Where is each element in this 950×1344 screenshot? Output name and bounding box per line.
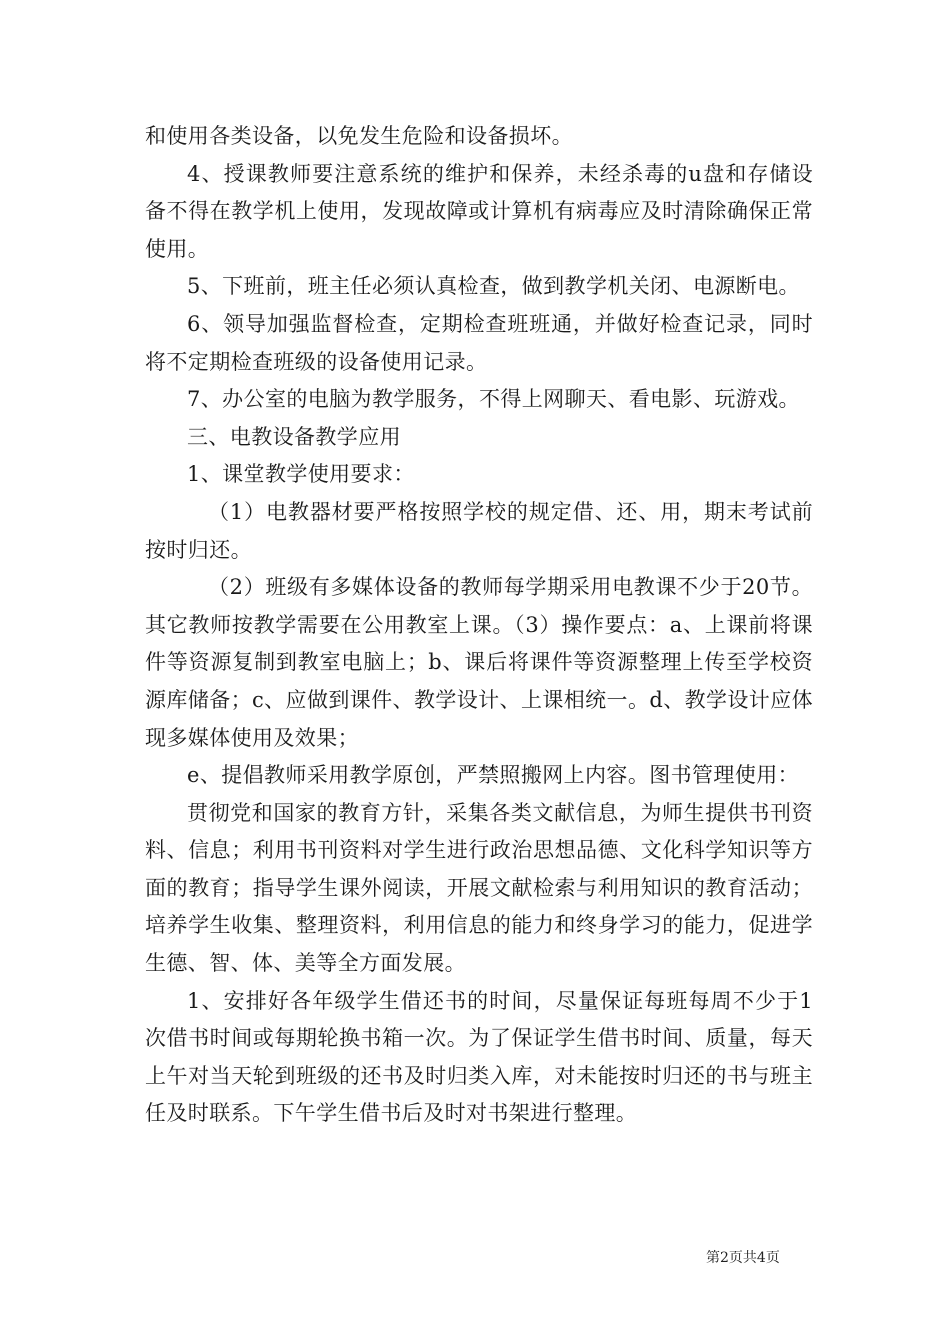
paragraph-continuation: 和使用各类设备，以免发生危险和设备损坏。 (145, 124, 573, 148)
section-heading-3: 三、电教设备教学应用 (187, 424, 401, 449)
paragraph-sub-1: （1）电教器材要严格按照学校的规定借、还、用，期末考试前按时归还。 (145, 499, 813, 562)
paragraph-item-5: 5、下班前，班主任必须认真检查，做到教学机关闭、电源断电。 (187, 274, 800, 299)
paragraph-library-policy: 贯彻党和国家的教育方针，采集各类文献信息，为师生提供书刊资料、信息；利用书刊资料对学生进行政治思想品德、文化科学知识等方面的教育；指导学生课外阅读，开展文献检索与利用知识的教育活动；培养学生收集、整理资料，利用信息的能力和终身学习的能力，促进学生德、智、体、美等全方面发展。 (145, 800, 813, 976)
paragraph-sub-2: （2）班级有多媒体设备的教师每学期采用电教课不少于20节。其它教师按教学需要在公用教室上课。（3）操作要点：a、上课前将课件等资源复制到教室电脑上；b、课后将课件等资源整理上传至学校资源库储备；c、应做到课件、教学设计、上课相统一。d、教学设计应体现多媒体使用及效果； (145, 575, 814, 750)
paragraph-item-6: 6、领导加强监督检查，定期检查班班通，并做好检查记录，同时将不定期检查班级的设备使用记录。 (145, 311, 813, 374)
paragraph-item-7: 7、办公室的电脑为教学服务，不得上网聊天、看电影、玩游戏。 (187, 387, 800, 412)
document-body (145, 118, 813, 1133)
paragraph-classroom-requirements: 1、课堂教学使用要求： (187, 462, 415, 487)
paragraph-e: e、提倡教师采用教学原创，严禁照搬网上内容。图书管理使用： (187, 763, 800, 788)
page-number: 第2页共4页 (706, 1250, 780, 1266)
paragraph-item-4: 4、授课教师要注意系统的维护和保养，未经杀毒的u盘和存储设备不得在教学机上使用，发现故障或计算机有病毒应及时清除确保正常使用。 (145, 161, 813, 261)
paragraph-library-item-1: 1、安排好各年级学生借还书的时间，尽量保证每班每周不少于1次借书时间或每期轮换书箱一次。为了保证学生借书时间、质量，每天上午对当天轮到班级的还书及时归类入库，对未能按时归还的书与班主任及时联系。下午学生借书后及时对书架进行整理。 (145, 988, 813, 1126)
